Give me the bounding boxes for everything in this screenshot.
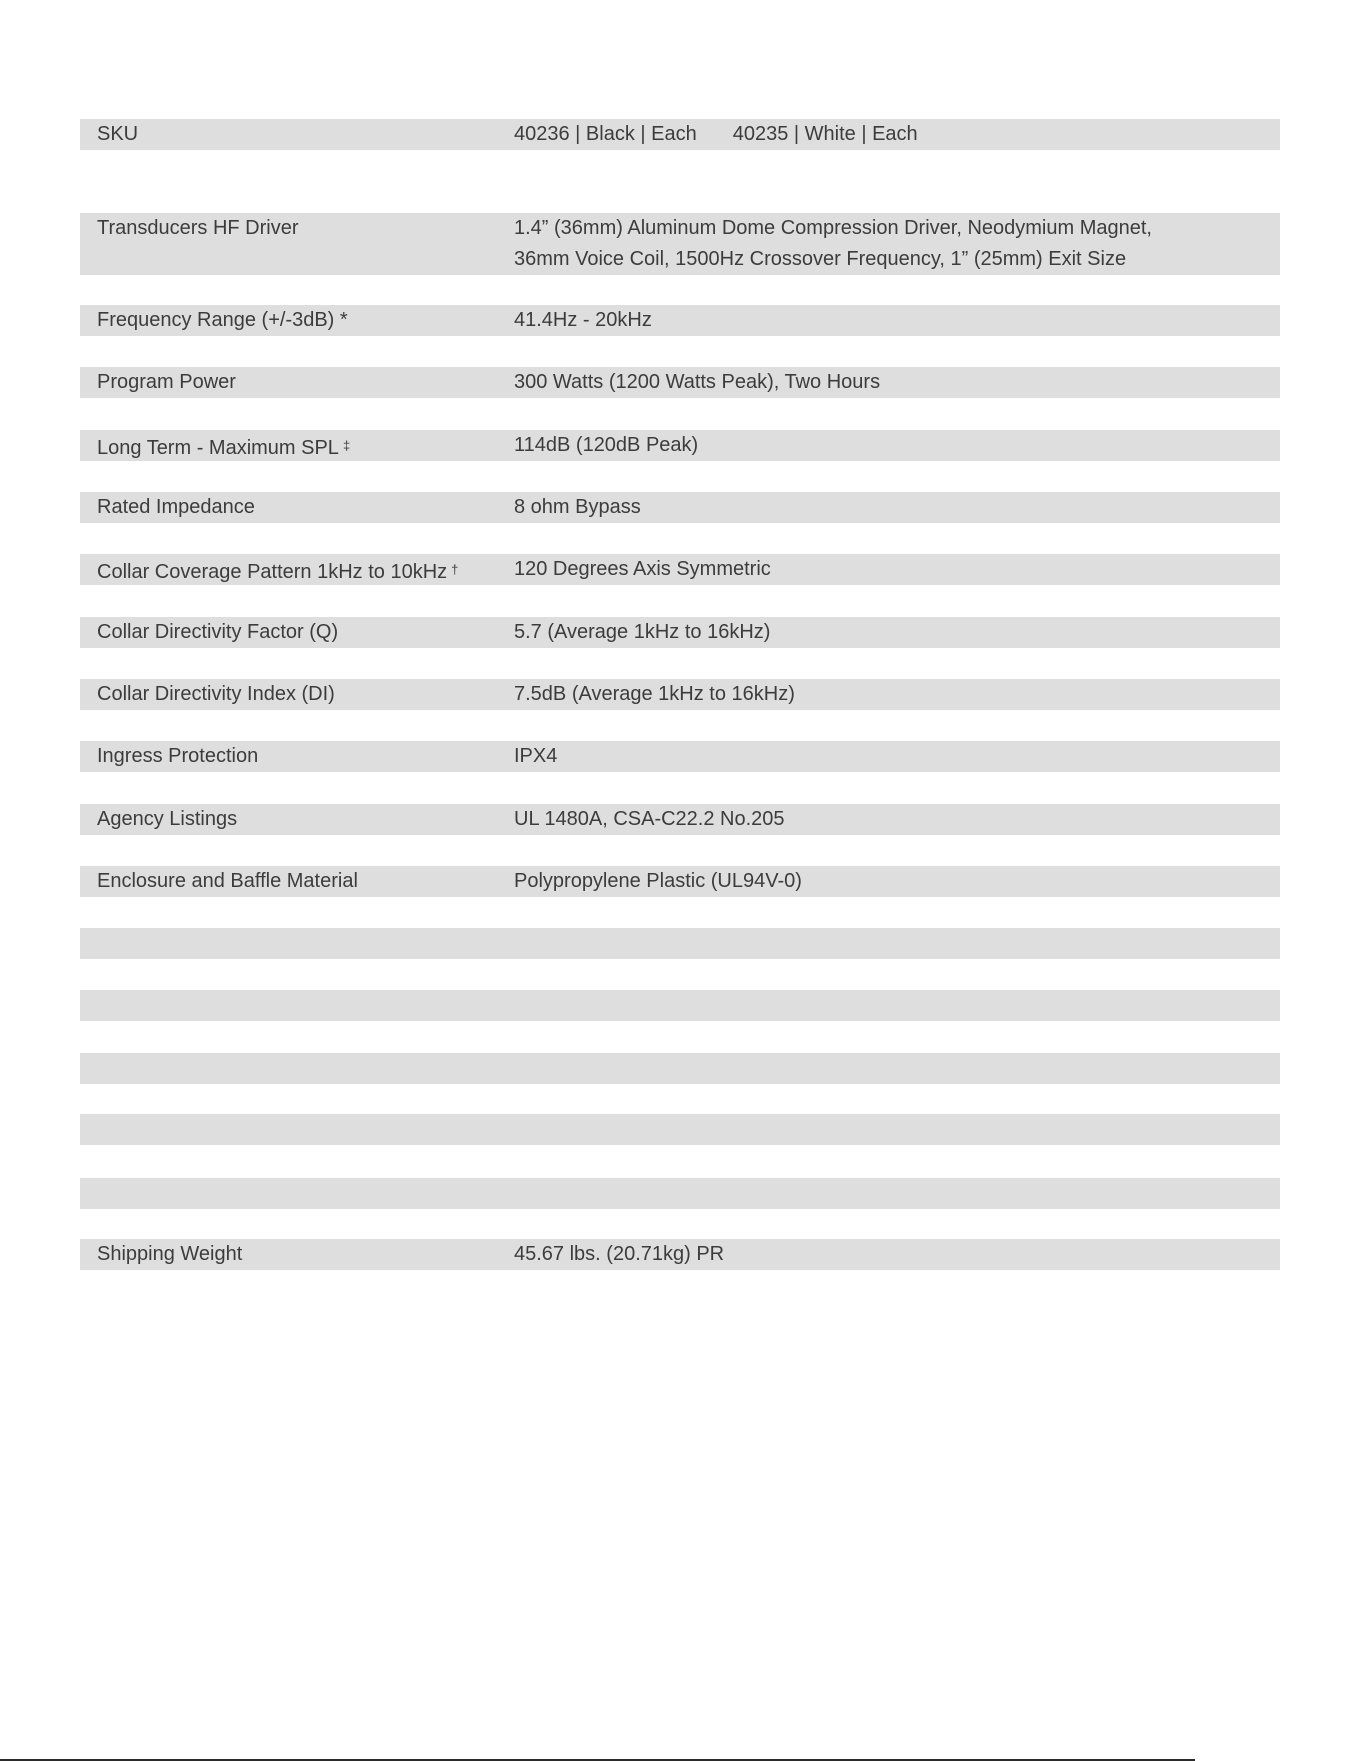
spec-value — [514, 213, 1264, 275]
spec-row-ingress — [80, 741, 1280, 772]
spec-value: 45.67 lbs. (20.71kg) PR — [514, 1243, 725, 1265]
hf-driver-line-1: 1.4” (36mm) Aluminum Dome Compression Driver, Neodymium Magnet, — [514, 217, 1152, 239]
spec-row-frequency-range — [80, 305, 1280, 336]
spec-label: Collar Directivity Factor (Q) — [97, 621, 339, 643]
sku-black: 40236 | Black | Each — [514, 123, 697, 145]
spec-row-agency — [80, 804, 1280, 835]
spec-value: 7.5dB (Average 1kHz to 16kHz) — [514, 683, 795, 705]
spec-row-empty — [80, 1114, 1280, 1145]
sku-white: 40235 | White | Each — [732, 123, 918, 145]
spec-label: Program Power — [97, 371, 236, 393]
coverage-label-text: Collar Coverage Pattern 1kHz to 10kHz — [97, 561, 448, 583]
spec-value: 41.4Hz - 20kHz — [514, 309, 652, 331]
spec-row-empty — [80, 1053, 1280, 1084]
spec-label: Collar Directivity Index (DI) — [97, 683, 335, 705]
spec-value: 5.7 (Average 1kHz to 16kHz) — [514, 621, 771, 643]
spec-label: Transducers HF Driver — [97, 217, 299, 239]
spec-row-program-power — [80, 367, 1280, 398]
max-spl-label-text: Long Term - Maximum SPL — [97, 437, 339, 459]
spec-label: Shipping Weight — [97, 1243, 243, 1265]
spec-value: 300 Watts (1200 Watts Peak), Two Hours — [514, 371, 881, 393]
spec-row-sku — [80, 119, 1280, 150]
spec-label: Enclosure and Baffle Material — [97, 870, 358, 892]
spec-value: 8 ohm Bypass — [514, 496, 641, 518]
spec-label: Frequency Range (+/-3dB) * — [97, 309, 348, 331]
double-dagger-footnote-mark: ‡ — [342, 438, 351, 453]
spec-value: UL 1480A, CSA-C22.2 No.205 — [514, 808, 785, 830]
spec-value — [514, 119, 1264, 150]
spec-label: Agency Listings — [97, 808, 238, 830]
spec-row-directivity-index — [80, 679, 1280, 710]
spec-row-hf-driver — [80, 213, 1280, 275]
spec-value: 114dB (120dB Peak) — [514, 434, 699, 456]
spec-row-directivity-factor — [80, 617, 1280, 648]
hf-driver-line-2: 36mm Voice Coil, 1500Hz Crossover Frequency, 1” (25mm) Exit Size — [514, 248, 1127, 270]
spec-label: SKU — [97, 123, 139, 145]
spec-label — [97, 430, 507, 464]
spec-row-empty — [80, 928, 1280, 959]
spec-row-coverage — [80, 554, 1280, 585]
spec-value: Polypropylene Plastic (UL94V-0) — [514, 870, 802, 892]
spec-label: Ingress Protection — [97, 745, 259, 767]
spec-row-material — [80, 866, 1280, 897]
spec-row-max-spl — [80, 430, 1280, 461]
spec-row-empty — [80, 1178, 1280, 1209]
spec-label — [97, 554, 507, 588]
spec-row-empty — [80, 990, 1280, 1021]
spec-label: Rated Impedance — [97, 496, 255, 518]
spec-row-impedance — [80, 492, 1280, 523]
spec-row-shipping-weight — [80, 1239, 1280, 1270]
spec-value: 120 Degrees Axis Symmetric — [514, 558, 771, 580]
spec-value: IPX4 — [514, 745, 558, 767]
dagger-footnote-mark: † — [451, 562, 459, 577]
